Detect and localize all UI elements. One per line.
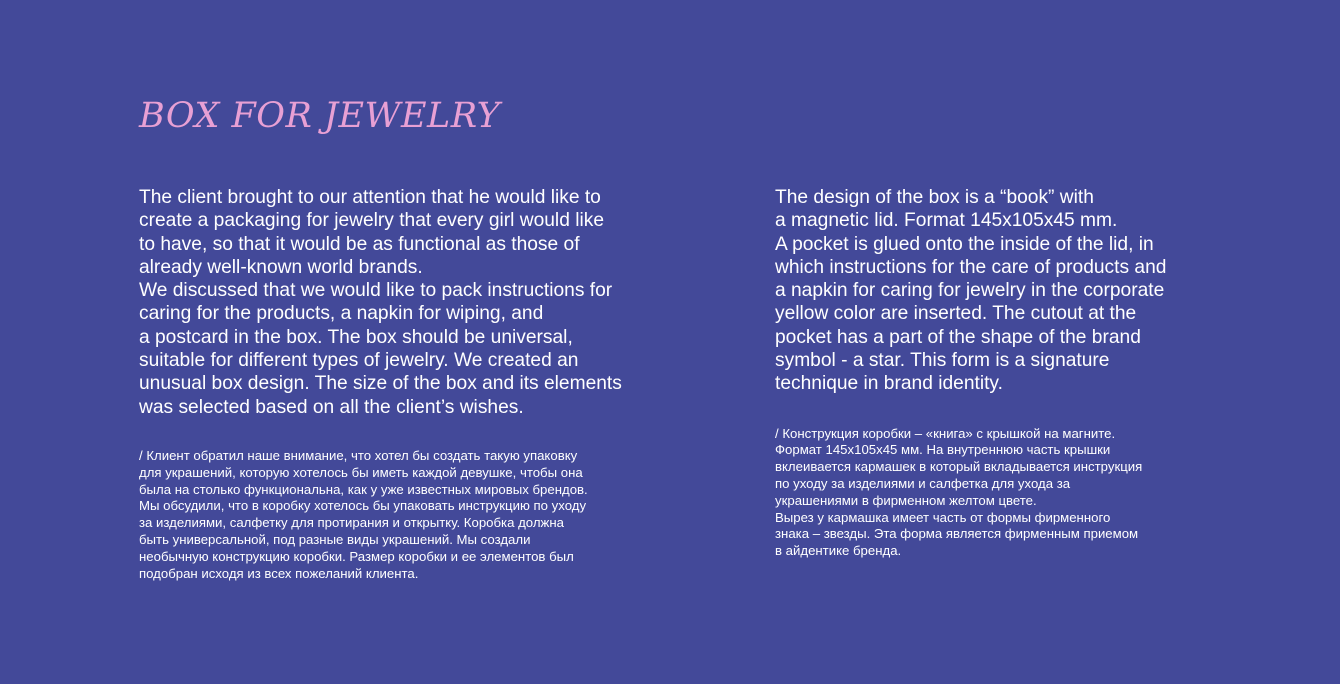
text-line: technique in brand identity. (775, 373, 1003, 395)
text-line: Формат 145x105x45 мм. На внутреннюю часть крышки (775, 442, 1111, 458)
text-line: to have, so that it would be as functional as those of (139, 233, 580, 255)
text-line: a postcard in the box. The box should be universal, (139, 326, 573, 348)
text-line: a magnetic lid. Format 145x105x45 mm. (775, 210, 1118, 232)
text-line: по уходу за изделиями и салфетка для ухода за (775, 476, 1071, 492)
left-russian-paragraph (139, 448, 679, 582)
text-line: необычную конструкцию коробки. Размер коробки и ее элементов был (139, 548, 574, 564)
text-line: украшениями в фирменном желтом цвете. (775, 492, 1037, 508)
text-line: в айдентике бренда. (775, 543, 902, 559)
text-line: already well-known world brands. (139, 256, 423, 278)
text-line: yellow color are inserted. The cutout at the (775, 303, 1137, 325)
text-line: подобран исходя из всех пожеланий клиента. (139, 565, 419, 581)
text-line: a napkin for caring for jewelry in the corporate (775, 280, 1165, 302)
text-line: pocket has a part of the shape of the brand (775, 326, 1141, 348)
text-line: / Клиент обратил наше внимание, что хотел бы создать такую упаковку (139, 447, 578, 463)
text-line: за изделиями, салфетку для протирания и открытку. Коробка должна (139, 515, 564, 531)
page-title: BOX FOR JEWELRY (139, 96, 501, 136)
text-line: create a packaging for jewelry that every girl would like (139, 210, 604, 232)
text-line: / Конструкция коробки – «книга» с крышкой на магните. (775, 425, 1116, 441)
text-line: Вырез у кармашка имеет часть от формы фирменного (775, 509, 1111, 525)
text-line: unusual box design. The size of the box and its elements (139, 373, 622, 395)
text-line: вклеивается кармашек в который вкладывается инструкция (775, 459, 1143, 475)
text-line: was selected based on all the client’s wishes. (139, 396, 524, 418)
text-line: The design of the box is a “book” with (775, 187, 1094, 208)
text-line: Мы обсудили, что в коробку хотелось бы упаковать инструкцию по уходу (139, 498, 587, 514)
text-line: which instructions for the care of products and (775, 256, 1167, 278)
text-line: была на столько функциональна, как у уже известных мировых брендов. (139, 481, 588, 497)
text-line: We discussed that we would like to pack instructions for (139, 280, 613, 302)
left-english-paragraph (139, 186, 679, 419)
right-english-paragraph (775, 186, 1215, 396)
text-line: symbol - a star. This form is a signature (775, 350, 1110, 372)
text-line: caring for the products, a napkin for wiping, and (139, 303, 544, 325)
text-line: знака – звезды. Эта форма является фирменным приемом (775, 526, 1139, 542)
text-line: A pocket is glued onto the inside of the lid, in (775, 233, 1154, 255)
text-line: для украшений, которую хотелось бы иметь каждой девушке, чтобы она (139, 464, 583, 480)
left-column (139, 186, 679, 582)
text-line: suitable for different types of jewelry. We created an (139, 350, 579, 372)
right-column (775, 186, 1215, 560)
text-line: быть универсальной, под разные виды украшений. Мы создали (139, 531, 531, 547)
text-line: The client brought to our attention that he would like to (139, 187, 601, 208)
right-russian-paragraph (775, 426, 1215, 560)
